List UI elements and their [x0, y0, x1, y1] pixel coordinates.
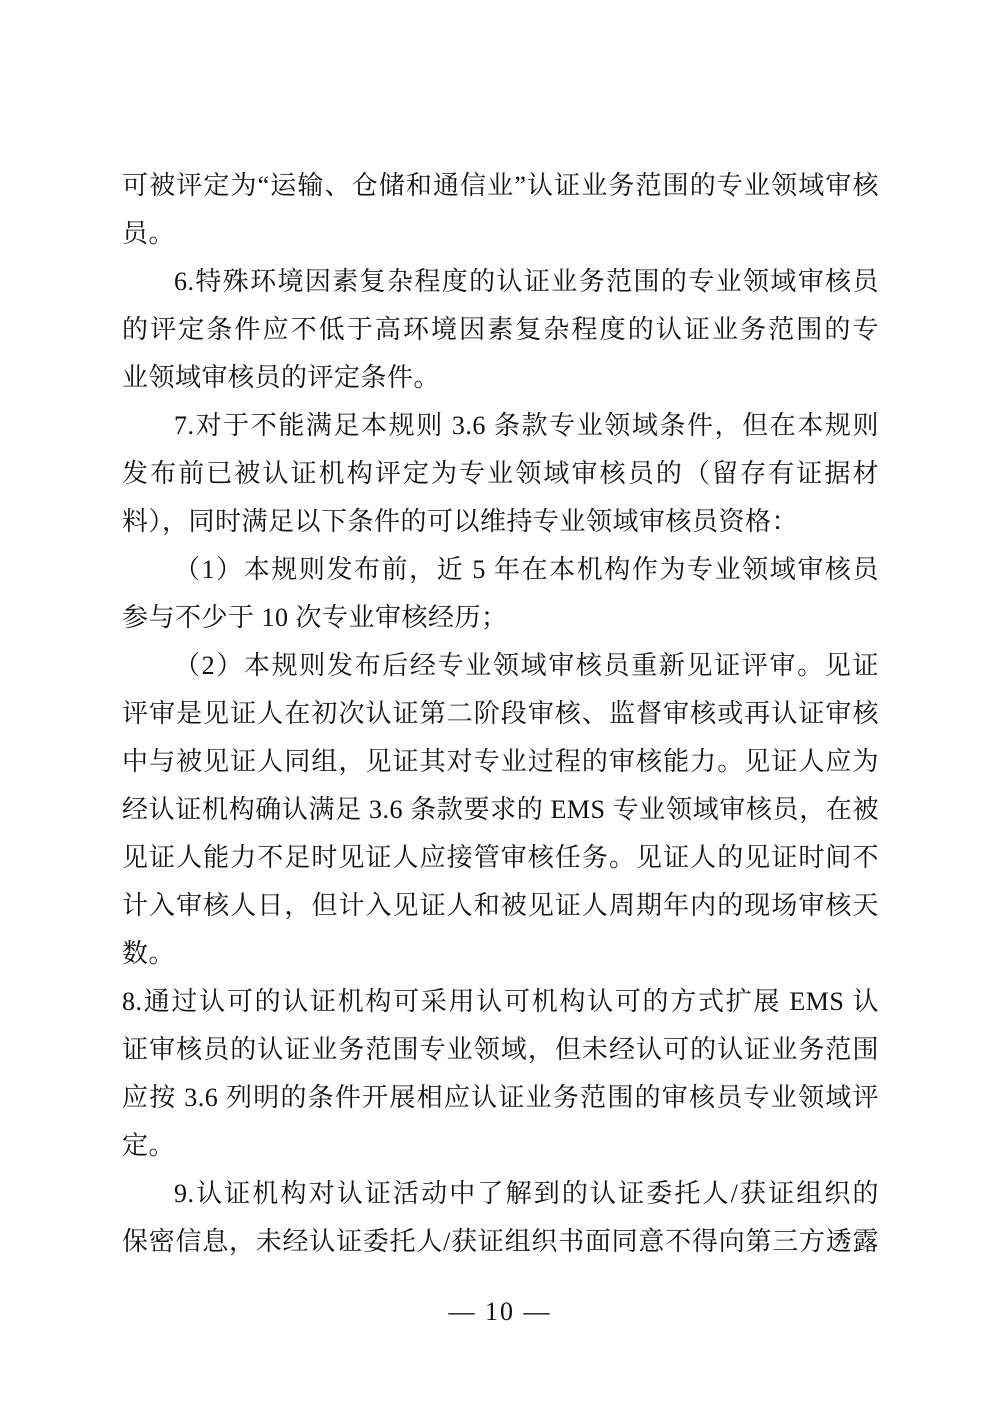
text-line: 应按 3.6 列明的条件开展相应认证业务范围的审核员专业领域评 — [122, 1083, 879, 1112]
text-line: 发布前已被认证机构评定为专业领域审核员的（留存有证据材 — [122, 459, 879, 488]
text-line: 保密信息，未经认证委托人/获证组织书面同意不得向第三方透露 — [122, 1227, 879, 1256]
text-line: 计入审核人日，但计入见证人和被见证人周期年内的现场审核天 — [122, 891, 879, 920]
text-line: 证审核员的认证业务范围专业领域，但未经认可的认证业务范围 — [122, 1035, 879, 1064]
text-line: 可被评定为“运输、仓储和通信业”认证业务范围的专业领域审核 — [122, 171, 879, 200]
paragraph — [122, 402, 879, 546]
text-line: 评审是见证人在初次认证第二阶段审核、监督审核或再认证审核 — [122, 699, 879, 728]
paragraph — [122, 1170, 879, 1266]
text-line: 经认证机构确认满足 3.6 条款要求的 EMS 专业领域审核员，在被 — [122, 795, 879, 824]
paragraph — [122, 978, 879, 1170]
text-line: 员。 — [122, 219, 176, 248]
text-line: 料），同时满足以下条件的可以维持专业领域审核员资格： — [122, 507, 799, 536]
text-line: 的评定条件应不低于高环境因素复杂程度的认证业务范围的专 — [122, 315, 879, 344]
paragraph — [122, 258, 879, 402]
page-number: — 10 — — [448, 1297, 552, 1326]
text-line: 6.特殊环境因素复杂程度的认证业务范围的专业领域审核员 — [174, 267, 879, 296]
text-line: 7.对于不能满足本规则 3.6 条款专业领域条件，但在本规则 — [174, 411, 879, 440]
text-line: 见证人能力不足时见证人应接管审核任务。见证人的见证时间不 — [122, 843, 879, 872]
paragraph — [122, 546, 879, 642]
text-line: 参与不少于 10 次专业审核经历； — [122, 603, 508, 632]
text-line: 业领域审核员的评定条件。 — [122, 363, 441, 392]
document-body — [122, 162, 879, 1266]
paragraph — [122, 162, 879, 258]
text-line: 定。 — [122, 1131, 176, 1160]
text-line: （2）本规则发布后经专业领域审核员重新见证评审。见证 — [174, 651, 879, 680]
paragraph — [122, 642, 879, 978]
text-line: （1）本规则发布前，近 5 年在本机构作为专业领域审核员 — [174, 555, 879, 584]
text-line: 9.认证机构对认证活动中了解到的认证委托人/获证组织的 — [174, 1179, 879, 1208]
text-line: 数。 — [122, 939, 176, 968]
text-line: 8.通过认可的认证机构可采用认可机构认可的方式扩展 EMS 认 — [122, 987, 879, 1016]
text-line: 中与被见证人同组，见证其对专业过程的审核能力。见证人应为 — [122, 747, 879, 776]
